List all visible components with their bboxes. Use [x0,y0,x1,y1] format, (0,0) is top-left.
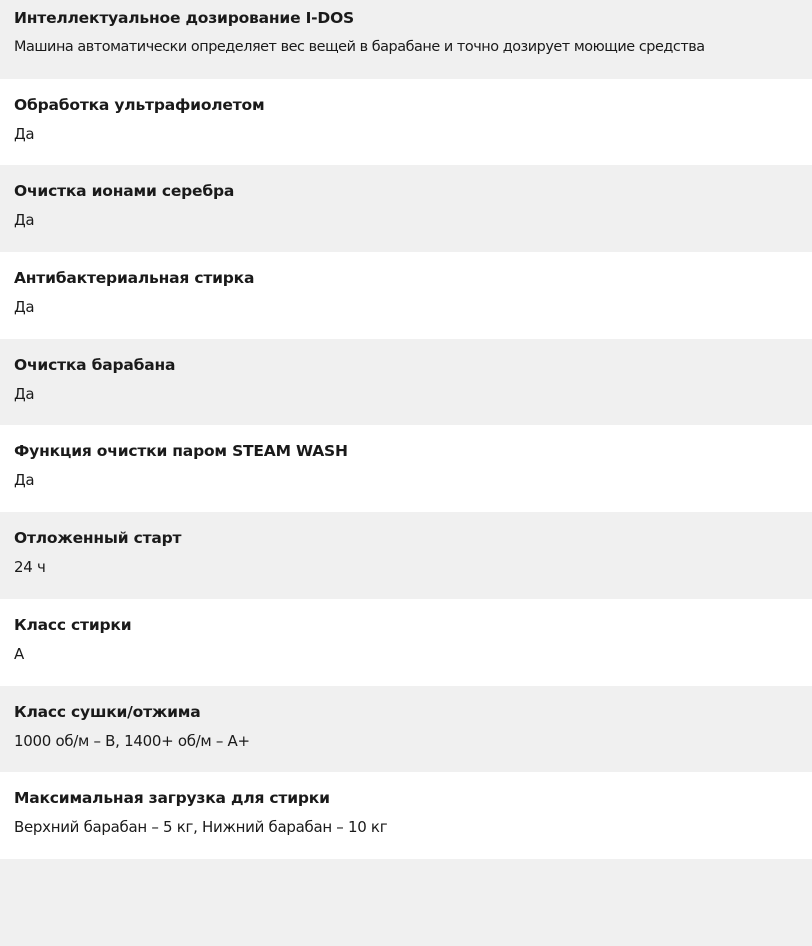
spec-label: Отложенный старт [14,529,182,548]
spec-value: Верхний барабан – 5 кг, Нижний барабан – 10 кг [14,818,388,837]
spec-label: Интеллектуальное дозирование I-DOS [14,9,355,27]
spec-value: A [14,644,24,663]
spec-value: Да [14,298,35,317]
spec-value: 24 ч [14,558,46,577]
spec-label: Класс сушки/отжима [14,702,201,721]
spec-row-spin-class [0,686,812,773]
spec-row-wash-class [0,599,812,686]
spec-value: 1000 об/м – B, 1400+ об/м – A+ [14,731,250,750]
spec-row-silver-ions [0,165,812,252]
spec-value: Машина автоматически определяет вес вещей в барабане и точно дозирует моющие средства [14,39,705,55]
spec-value: Да [14,471,35,490]
spec-row-drum-cleaning [0,339,812,426]
spec-label: Очистка барабана [14,355,176,374]
spec-row-idos [0,0,812,79]
spec-label: Максимальная загрузка для стирки [14,789,330,808]
spec-row-antibacterial [0,252,812,339]
spec-row-max-load [0,772,812,859]
spec-label: Очистка ионами серебра [14,182,235,201]
spec-value: Да [14,124,35,143]
spec-value: Да [14,384,35,403]
spec-row-next [0,859,812,946]
spec-label: Обработка ультрафиолетом [14,95,265,114]
spec-row-steam-wash [0,425,812,512]
spec-label: Антибактериальная стирка [14,269,255,288]
spec-label: Функция очистки паром STEAM WASH [14,442,348,461]
spec-label: Класс стирки [14,615,132,634]
spec-value: Да [14,211,35,230]
spec-row-delayed-start [0,512,812,599]
spec-row-uv [0,79,812,166]
